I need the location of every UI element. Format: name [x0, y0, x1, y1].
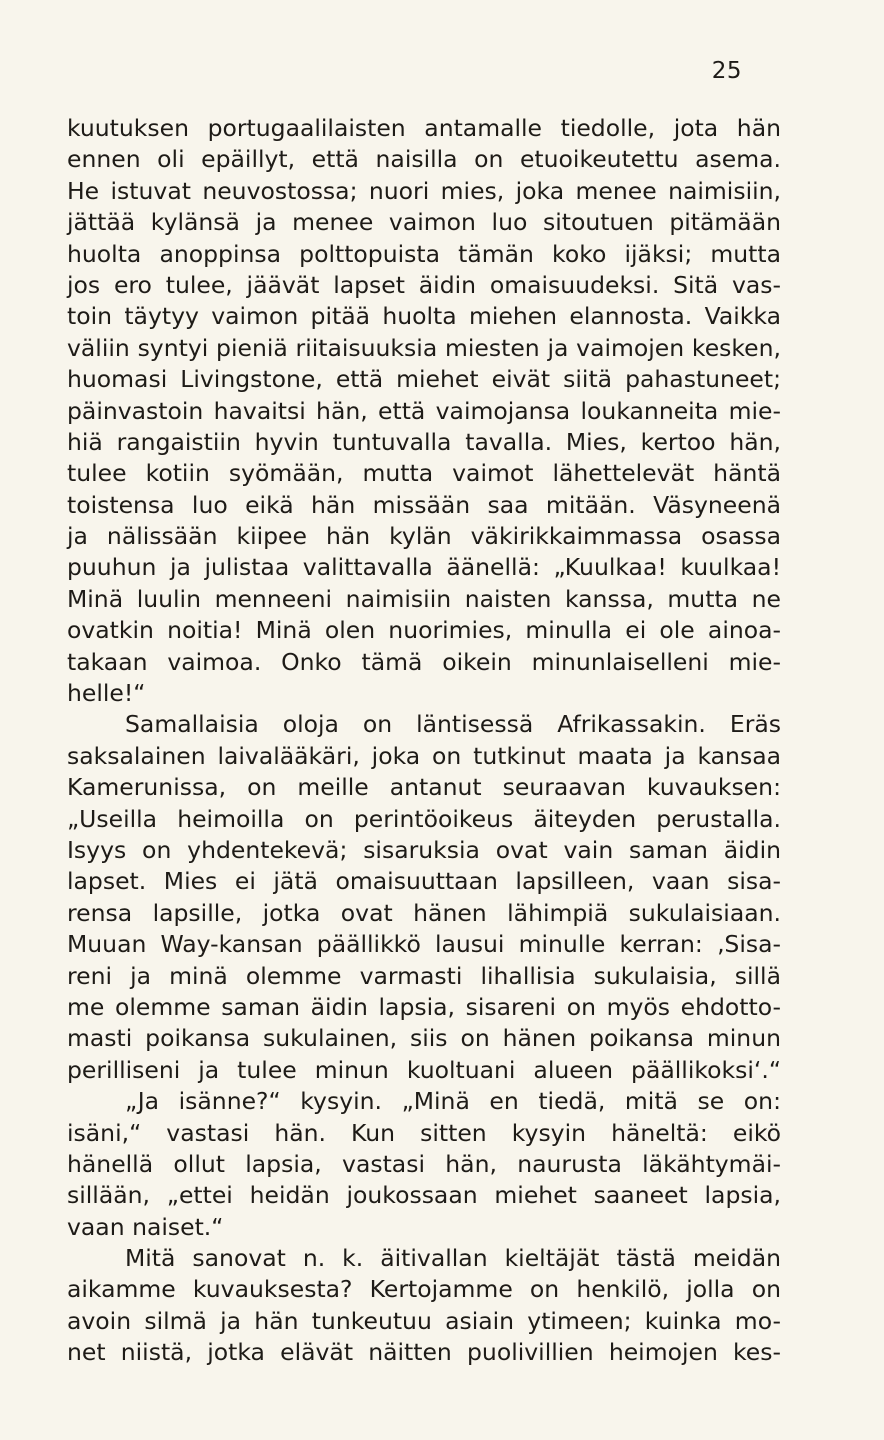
text-line: Samallaisia oloja on läntisessä Afrikassakin. Eräs: [125, 710, 781, 739]
text-line: hiä rangaistiin hyvin tuntuvalla tavalla. Mies, kertoo hän,: [67, 427, 781, 456]
text-line: masti poikansa sukulainen, siis on hänen poikansa minun: [67, 1024, 781, 1053]
text-line: sillään, „ettei heidän joukossaan miehet saaneet lapsia,: [67, 1181, 781, 1210]
body-text: [67, 113, 781, 1369]
text-line: saksalainen laivalääkäri, joka on tutkinut maata ja kansaa: [67, 741, 781, 770]
text-line: perilliseni ja tulee minun kuoltuani alueen päällikoksi‘.“: [67, 1055, 781, 1084]
text-line: huomasi Livingstone, että miehet eivät siitä pahastuneet;: [67, 365, 781, 394]
text-line: me olemme saman äidin lapsia, sisareni on myös ehdotto-: [67, 992, 781, 1021]
page-number: 25: [711, 58, 742, 84]
text-line: tulee kotiin syömään, mutta vaimot lähettelevät häntä: [67, 459, 781, 488]
text-line: Mitä sanovat n. k. äitivallan kieltäjät tästä meidän: [125, 1244, 781, 1273]
text-line: vaan naiset.“: [67, 1212, 224, 1241]
text-line: jättää kylänsä ja menee vaimon luo sitoutuen pitämään: [67, 208, 781, 237]
text-line: isäni,“ vastasi hän. Kun sitten kysyin häneltä: eikö: [67, 1118, 781, 1147]
text-line: Muuan Way-kansan päällikkö lausui minulle kerran: ‚Sisa-: [67, 930, 781, 959]
text-line: takaan vaimoa. Onko tämä oikein minunlaiselleni mie-: [67, 647, 781, 676]
text-line: toin täytyy vaimon pitää huolta miehen elannosta. Vaikka: [67, 302, 781, 331]
text-line: helle!“: [67, 679, 146, 708]
text-line: Minä luulin menneeni naimisiin naisten kanssa, mutta ne: [67, 584, 781, 613]
text-line: jos ero tulee, jäävät lapset äidin omaisuudeksi. Sitä vas-: [67, 270, 781, 299]
text-line: „Useilla heimoilla on perintöoikeus äiteyden perustalla.: [67, 804, 781, 833]
text-line: puuhun ja julistaa valittavalla äänellä: „Kuulkaa! kuulkaa!: [67, 553, 781, 582]
text-line: avoin silmä ja hän tunkeutuu asiain ytimeen; kuinka mo-: [67, 1306, 781, 1335]
text-line: ennen oli epäillyt, että naisilla on etuoikeutettu asema.: [67, 145, 781, 174]
text-line: ja nälissään kiipee hän kylän väkirikkaimmassa osassa: [67, 522, 781, 551]
text-line: net niistä, jotka elävät näitten puolivillien heimojen kes-: [67, 1338, 781, 1367]
text-line: kuutuksen portugaalilaisten antamalle tiedolle, jota hän: [67, 114, 781, 142]
text-line: „Ja isänne?“ kysyin. „Minä en tiedä, mitä se on:: [125, 1087, 781, 1116]
text-line: ovatkin noitia! Minä olen nuorimies, minulla ei ole ainoa-: [67, 616, 781, 645]
text-line: huolta anoppinsa polttopuista tämän koko ijäksi; mutta: [67, 239, 781, 268]
text-line: Isyys on yhdentekevä; sisaruksia ovat vain saman äidin: [67, 835, 781, 864]
text-line: väliin syntyi pieniä riitaisuuksia miesten ja vaimojen kesken,: [67, 333, 781, 362]
text-line: aikamme kuvauksesta? Kertojamme on henkilö, jolla on: [67, 1275, 781, 1304]
text-line: Kamerunissa, on meille antanut seuraavan kuvauksen:: [67, 773, 781, 802]
text-line: He istuvat neuvostossa; nuori mies, joka menee naimisiin,: [67, 176, 781, 205]
text-line: rensa lapsille, jotka ovat hänen lähimpiä sukulaisiaan.: [67, 898, 781, 927]
text-line: lapset. Mies ei jätä omaisuuttaan lapsilleen, vaan sisa-: [67, 867, 781, 896]
text-line: toistensa luo eikä hän missään saa mitään. Väsyneenä: [67, 490, 781, 519]
text-line: päinvastoin havaitsi hän, että vaimojansa loukanneita mie-: [67, 396, 781, 425]
text-line: reni ja minä olemme varmasti lihallisia sukulaisia, sillä: [67, 961, 781, 990]
text-line: hänellä ollut lapsia, vastasi hän, naurusta läkähtymäi-: [67, 1149, 781, 1178]
